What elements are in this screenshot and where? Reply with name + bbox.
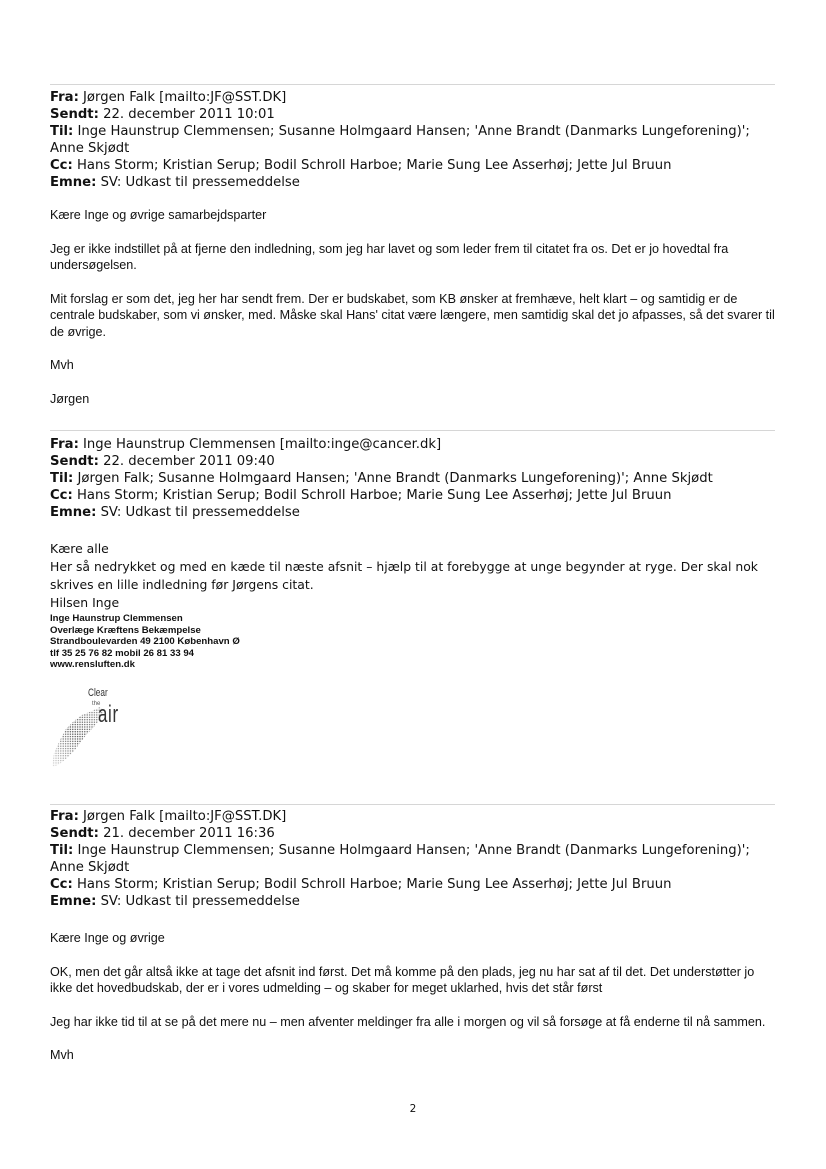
page-number: 2 <box>409 1103 417 1115</box>
email1-subject: Emne: SV: Udkast til pressemeddelse <box>50 175 300 190</box>
signature-website-link[interactable]: www.rensluften.dk <box>50 659 135 671</box>
email3-paragraph-2: Jeg har ikke tid til at se på det mere nu – men afventer meldinger fra alle i morgen og vil så forsøge at få enderne til nå sammen. <box>50 1014 766 1029</box>
email1-closing: Mvh <box>50 358 74 372</box>
signature-name: Inge Haunstrup Clemmensen <box>50 613 183 624</box>
email1-paragraph-2: Mit forslag er som det, jeg her har sendt frem. Der er budskabet, som KB ønsker at fremhæve, helt klart – og samtidig er de centrale budskaber, som vi ønsker, med. Måske skal Hans' citat være længere, men samtidig skal det jo afpasses, så det svarer til de øvrige. <box>50 291 775 339</box>
email2-signature-block <box>50 613 780 671</box>
email2-greeting: Kære alle <box>50 541 109 556</box>
signature-phone: tlf 35 25 76 82 mobil 26 81 33 94 <box>50 647 194 659</box>
email1-body <box>50 207 780 407</box>
email2-from: Fra: Inge Haunstrup Clemmensen [mailto:inge@cancer.dk] <box>50 437 442 452</box>
email2-body <box>50 540 780 671</box>
email1-to: Til: Inge Haunstrup Clemmensen; Susanne Holmgaard Hansen; 'Anne Brandt (Danmarks Lungeforening)'; Anne Skjødt <box>50 124 750 156</box>
email3-from: Fra: Jørgen Falk [mailto:JF@SST.DK] <box>50 809 287 824</box>
email2-sent: Sendt: 22. december 2011 09:40 <box>50 454 275 469</box>
email2-to: Til: Jørgen Falk; Susanne Holmgaard Hansen; 'Anne Brandt (Danmarks Lungeforening)'; Anne Skjødt <box>50 471 713 486</box>
email2-subject: Emne: SV: Udkast til pressemeddelse <box>50 505 300 520</box>
email1-header <box>50 89 780 191</box>
email2-cc: Cc: Hans Storm; Kristian Serup; Bodil Schroll Harboe; Marie Sung Lee Asserhøj; Jette Jul Bruun <box>50 488 672 503</box>
email2-separator <box>50 430 775 431</box>
email1-separator <box>50 84 775 85</box>
email1-signature: Jørgen <box>50 391 90 406</box>
signature-title: Overlæge Kræftens Bekæmpelse <box>50 624 201 636</box>
email2-paragraph-1: Her så nedrykket og med en kæde til næste afsnit – hjælp til at forebygge at unge begynder at ryge. Der skal nok skrives en lille indledning før Jørgens citat. <box>50 559 758 592</box>
email1-paragraph-1: Jeg er ikke indstillet på at fjerne den indledning, som jeg har lavet og som leder frem til citatet fra os. Det er jo hovedtal fra undersøgelsen. <box>50 241 729 272</box>
email3-header <box>50 808 780 910</box>
logo-air-text: air <box>98 701 119 728</box>
email1-sent: Sendt: 22. december 2011 10:01 <box>50 107 275 122</box>
email3-paragraph-1: OK, men det går altså ikke at tage det afsnit ind først. Det må komme på den plads, jeg nu har sat af til det. Det understøtter jo ikke det hovedbudskab, der er i vores udmelding – og skaber for meget uklarhed, hvis det står først <box>50 964 755 995</box>
email3-closing: Mvh <box>50 1048 74 1062</box>
logo-the-text: the <box>92 701 101 707</box>
email3-cc: Cc: Hans Storm; Kristian Serup; Bodil Schroll Harboe; Marie Sung Lee Asserhøj; Jette Jul Bruun <box>50 877 672 892</box>
email3-body <box>50 930 780 1064</box>
email3-subject: Emne: SV: Udkast til pressemeddelse <box>50 894 300 909</box>
email2-closing: Hilsen Inge <box>50 595 120 610</box>
email2-header <box>50 436 780 521</box>
email3-separator <box>50 804 775 805</box>
logo-clear-text: Clear <box>88 687 108 699</box>
email1-greeting: Kære Inge og øvrige samarbejdsparter <box>50 208 267 222</box>
signature-address: Strandboulevarden 49 2100 København Ø <box>50 636 240 648</box>
clear-the-air-logo <box>50 685 160 770</box>
email3-to: Til: Inge Haunstrup Clemmensen; Susanne Holmgaard Hansen; 'Anne Brandt (Danmarks Lungeforening)'; Anne Skjødt <box>50 843 750 875</box>
email1-from: Fra: Jørgen Falk [mailto:JF@SST.DK] <box>50 90 287 105</box>
email1-cc: Cc: Hans Storm; Kristian Serup; Bodil Schroll Harboe; Marie Sung Lee Asserhøj; Jette Jul Bruun <box>50 158 672 173</box>
email3-sent: Sendt: 21. december 2011 16:36 <box>50 826 275 841</box>
email3-greeting: Kære Inge og øvrige <box>50 931 165 945</box>
